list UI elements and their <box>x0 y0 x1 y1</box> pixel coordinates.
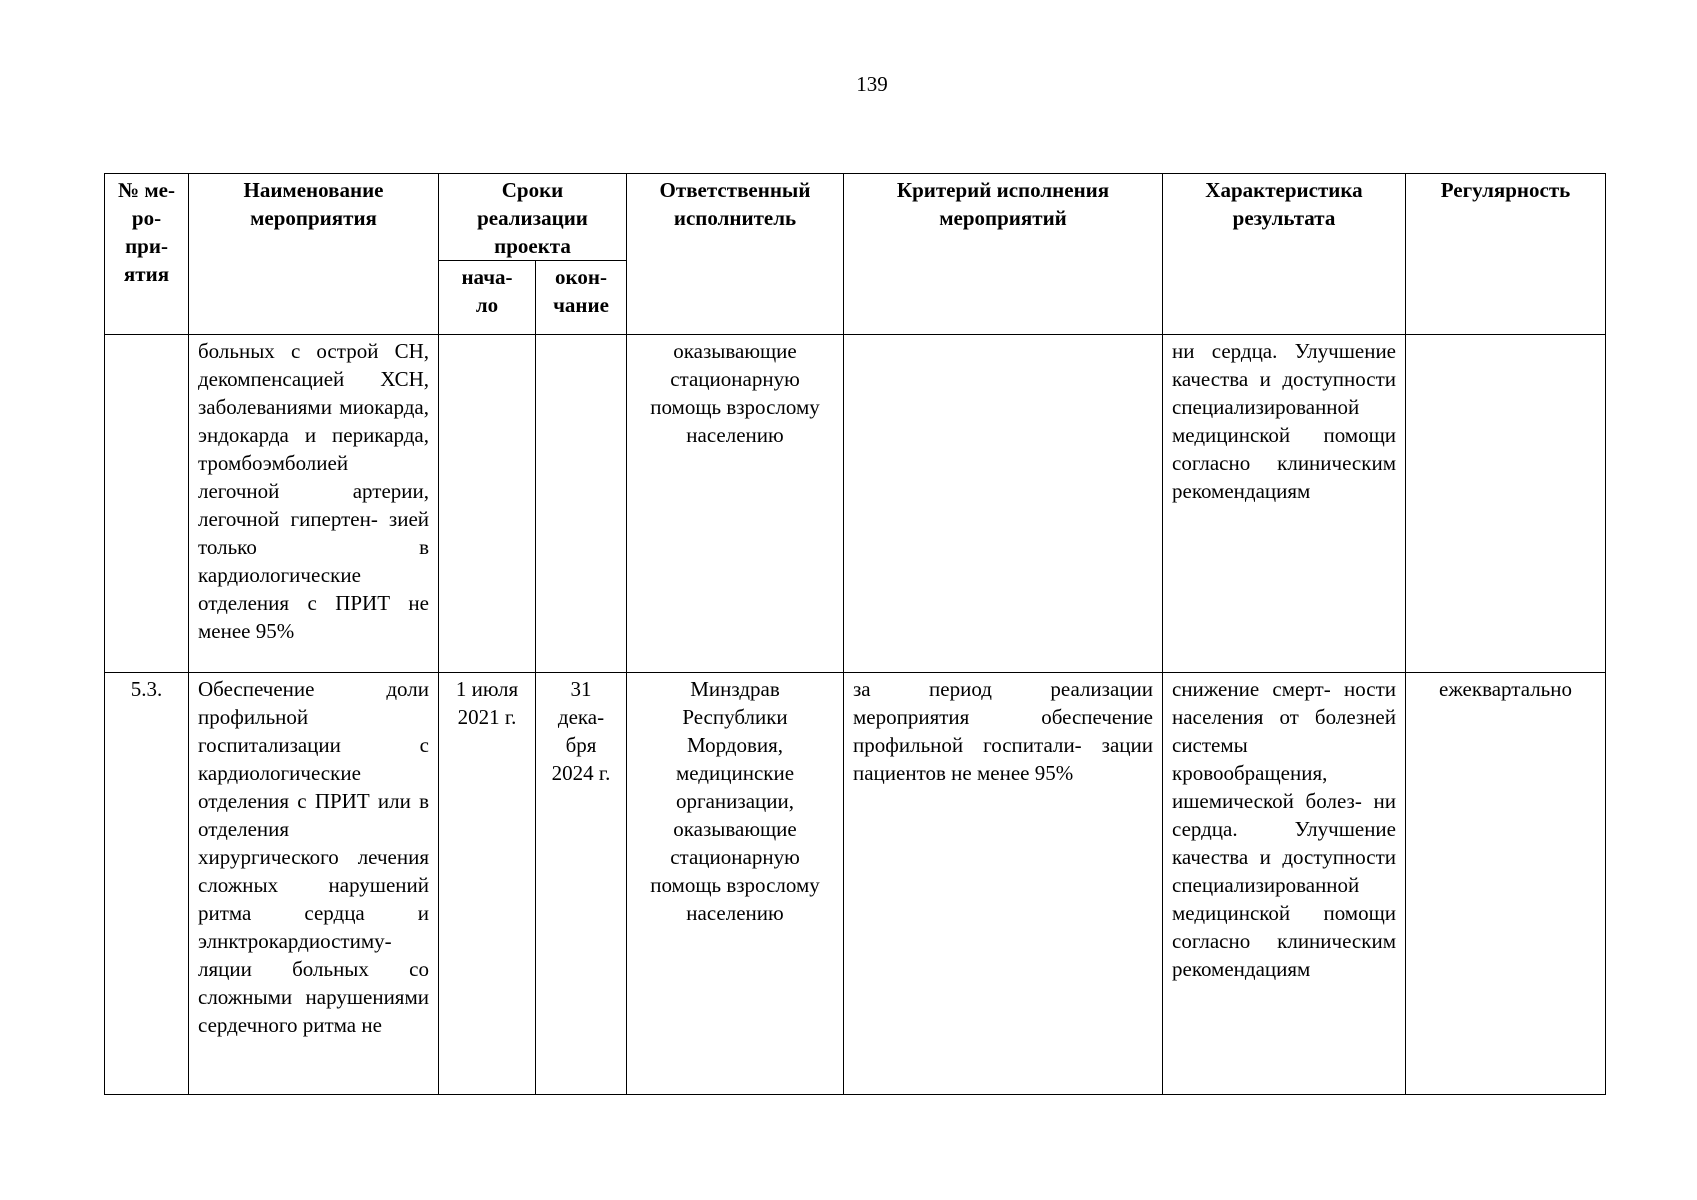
header-start: нача- ло <box>439 261 536 335</box>
row-result: снижение смерт- ности населения от болезней системы кровообращения, ишемической болез- ни сердца. Улучшение качества и доступности специализированной медицинской помощи согласно клиническим рекомендациям <box>1163 673 1406 1095</box>
row-num <box>105 335 189 673</box>
row-criterion <box>844 335 1163 673</box>
header-responsible: Ответственный исполнитель <box>627 174 844 335</box>
row-name: больных с острой СН, декомпенсацией ХСН, заболеваниями миокарда, эндокарда и перикарда, тромбоэмболией легочной артерии, легочной гипертен- зией только в кардиологические отделения с ПРИТ не менее 95% <box>189 335 439 673</box>
table-row <box>105 673 1606 1095</box>
row-criterion: за период реализации мероприятия обеспечение профильной госпитали- зации пациентов не менее 95% <box>844 673 1163 1095</box>
table-row <box>105 335 1606 673</box>
header-end: окон- чание <box>536 261 627 335</box>
row-start <box>439 335 536 673</box>
header-criterion: Критерий исполнения мероприятий <box>844 174 1163 335</box>
row-end: 31 дека- бря 2024 г. <box>536 673 627 1095</box>
measures-table <box>104 173 1606 1095</box>
row-result: ни сердца. Улучшение качества и доступности специализированной медицинской помощи согласно клиническим рекомендациям <box>1163 335 1406 673</box>
row-regularity <box>1406 335 1606 673</box>
header-name: Наименование мероприятия <box>189 174 439 335</box>
header-num: № ме- ро- при- ятия <box>105 174 189 335</box>
row-regularity: ежеквартально <box>1406 673 1606 1095</box>
row-num: 5.3. <box>105 673 189 1095</box>
header-result: Характеристика результата <box>1163 174 1406 335</box>
page-number: 139 <box>856 72 888 96</box>
header-row <box>105 174 1606 261</box>
row-end <box>536 335 627 673</box>
row-name: Обеспечение доли профильной госпитализации с кардиологические отделения с ПРИТ или в отделения хирургического лечения сложных нарушений ритма сердца и элнктрокардиостиму- ляции больных со сложными нарушениями сердечного ритма не <box>189 673 439 1095</box>
row-responsible: Минздрав Республики Мордовия, медицинские организации, оказывающие стационарную помощь взрослому населению <box>627 673 844 1095</box>
row-responsible: оказывающие стационарную помощь взрослому населению <box>627 335 844 673</box>
header-regularity: Регулярность <box>1406 174 1606 335</box>
row-start: 1 июля 2021 г. <box>439 673 536 1095</box>
header-terms: Сроки реализации проекта <box>439 174 627 261</box>
